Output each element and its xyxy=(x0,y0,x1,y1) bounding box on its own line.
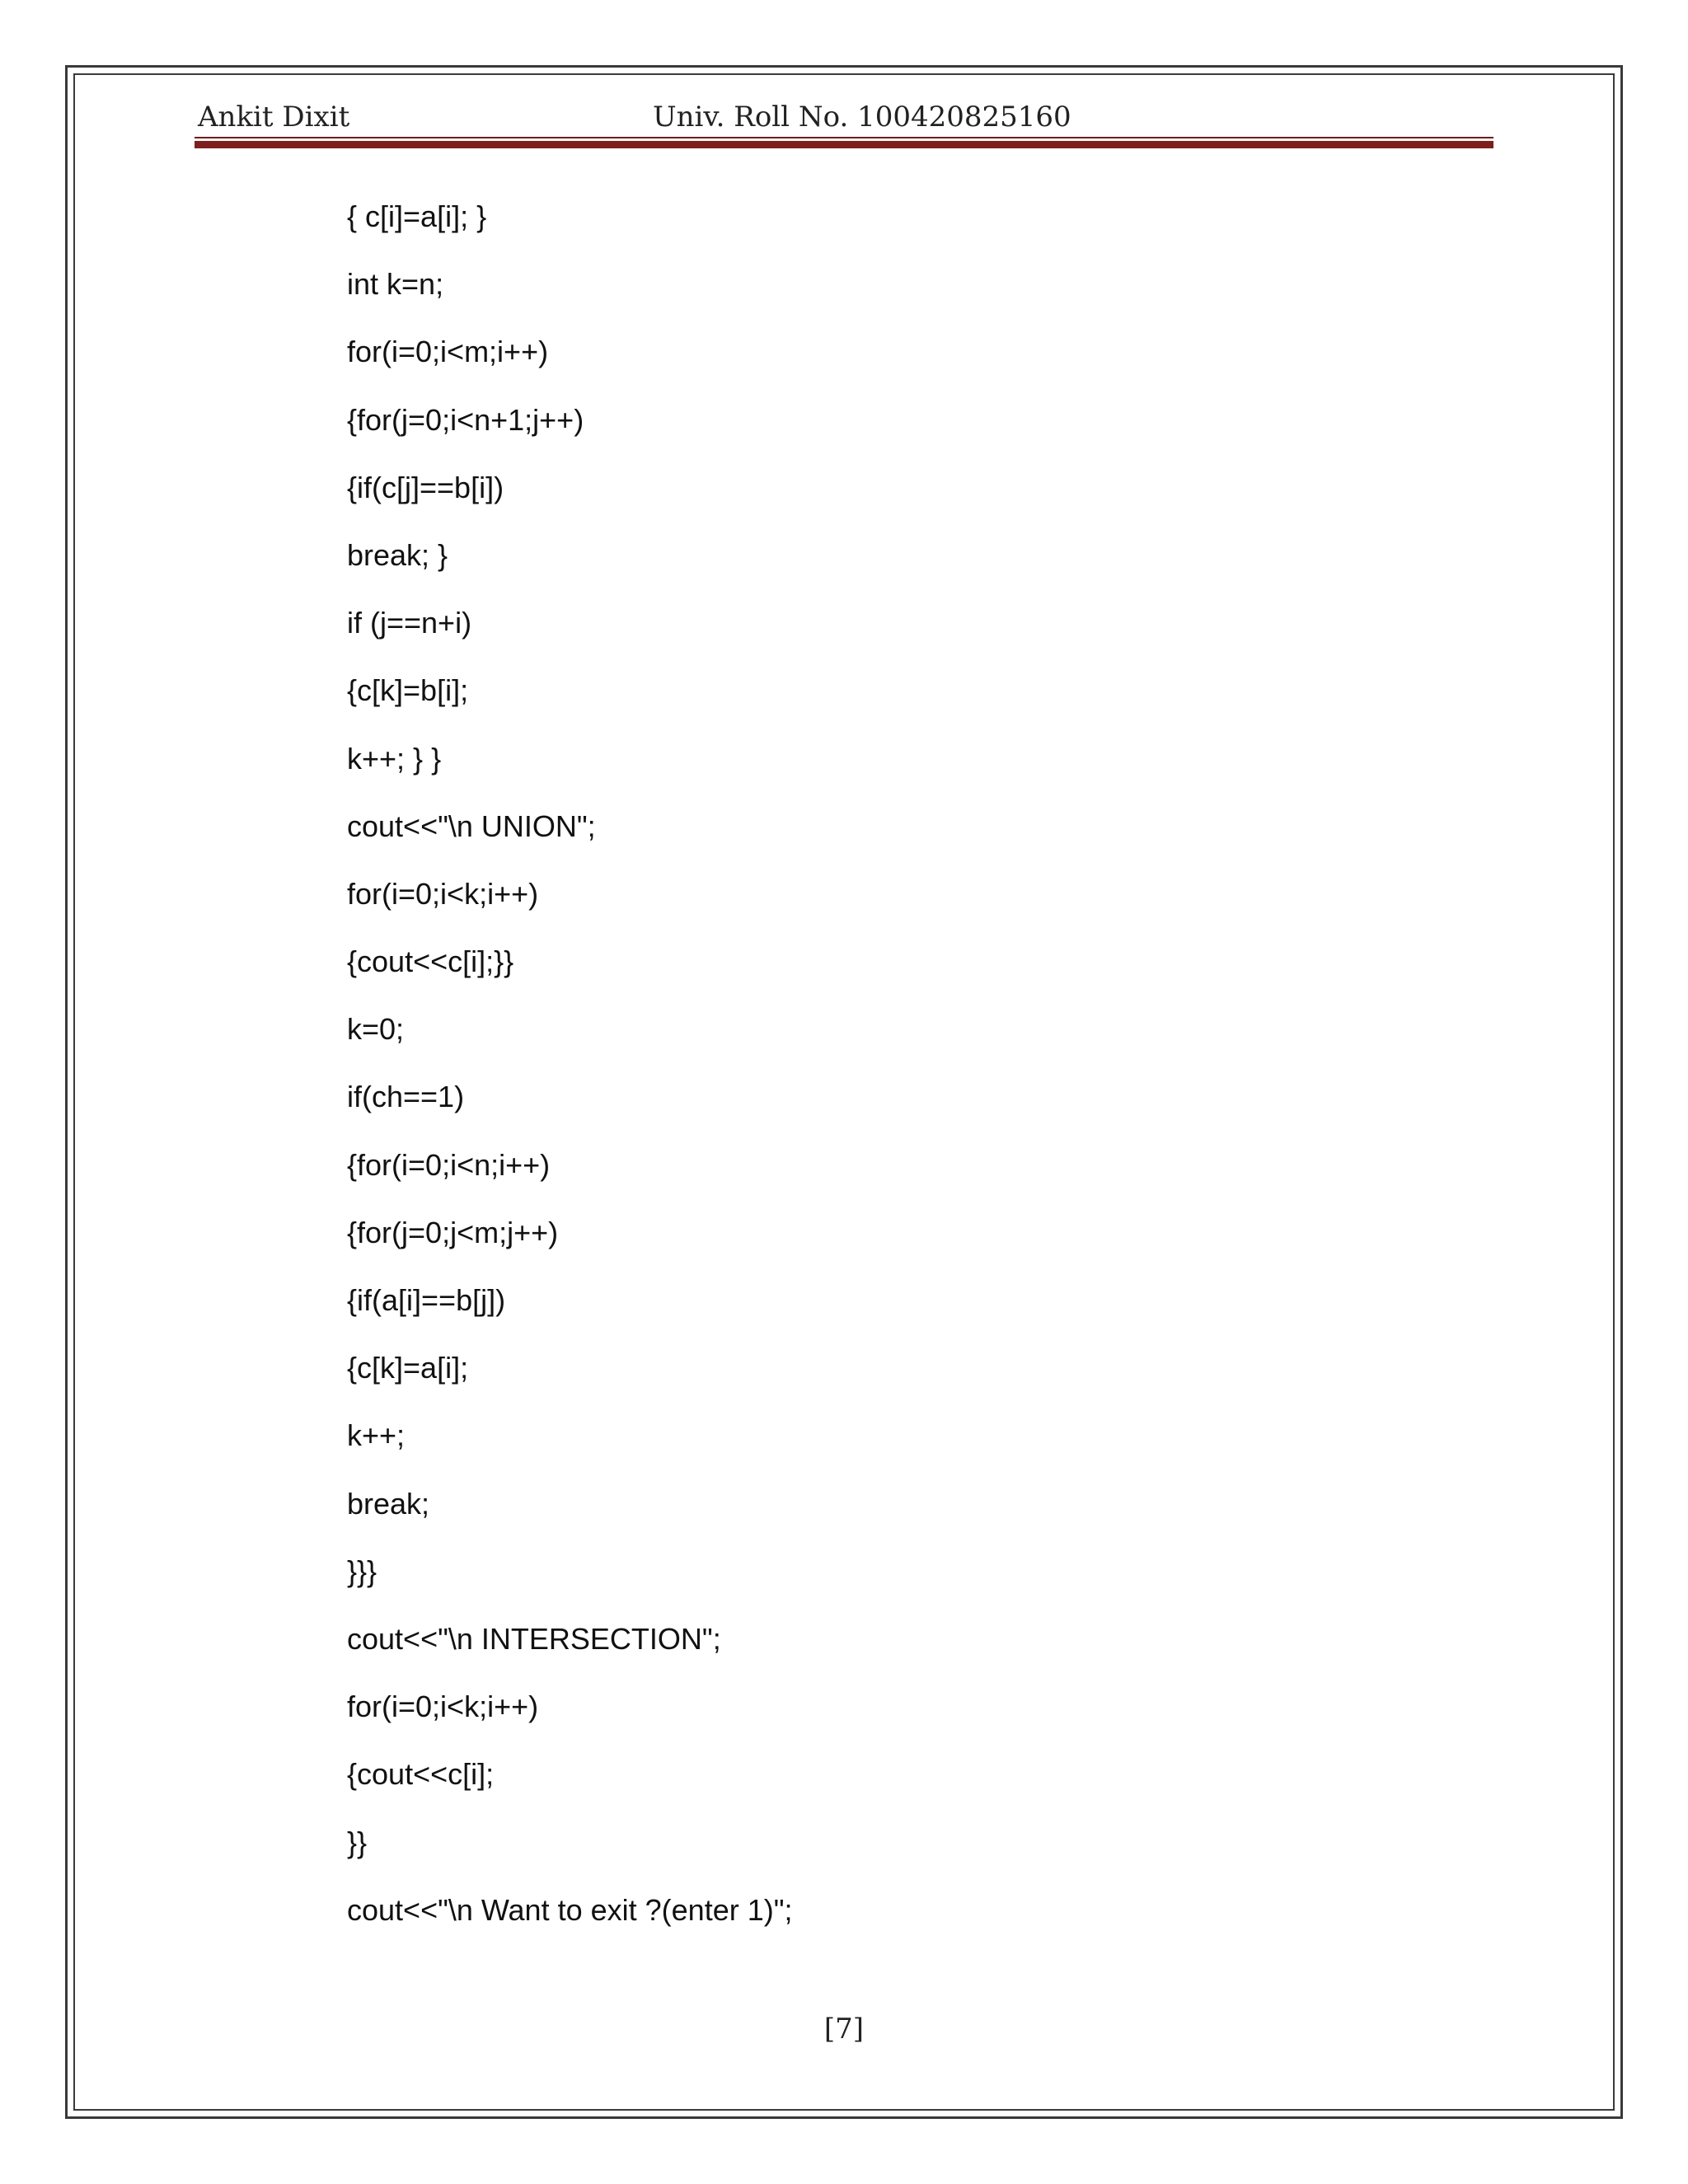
code-line: break; } xyxy=(347,537,448,572)
code-line: int k=n; xyxy=(347,267,444,302)
code-line: cout<<"\n UNION"; xyxy=(347,808,596,843)
code-line: {cout<<c[i]; xyxy=(347,1757,495,1792)
code-line: {c[k]=a[i]; xyxy=(347,1351,469,1385)
code-line: {for(j=0;j<m;j++) xyxy=(347,1215,559,1249)
code-line: }} xyxy=(347,1825,368,1859)
code-line: cout<<"\n INTERSECTION"; xyxy=(347,1621,721,1656)
code-line: {c[k]=b[i]; xyxy=(347,673,469,708)
code-line: break; xyxy=(347,1486,430,1521)
page-border-inner xyxy=(73,73,1615,2111)
code-line: { c[i]=a[i]; } xyxy=(347,199,487,233)
code-line: {if(c[j]==b[i]) xyxy=(347,470,504,504)
header-author-name: Ankit Dixit xyxy=(198,101,350,134)
page-number: [7] xyxy=(823,2013,865,2046)
code-line: cout<<"\n Want to exit ?(enter 1)"; xyxy=(347,1892,793,1927)
code-line: k=0; xyxy=(347,1012,405,1047)
code-line: {for(i=0;i<n;i++) xyxy=(347,1147,551,1182)
header-rule-thick xyxy=(195,141,1493,148)
code-line: {if(a[i]==b[j]) xyxy=(347,1283,506,1317)
code-line: k++; xyxy=(347,1418,406,1453)
header-roll-number: Univ. Roll No. 100420825160 xyxy=(653,101,1071,134)
code-line: {for(j=0;i<n+1;j++) xyxy=(347,402,584,437)
header-rule-thin xyxy=(195,137,1493,138)
code-line: if(ch==1) xyxy=(347,1080,465,1114)
code-line: if (j==n+i) xyxy=(347,606,472,640)
code-line: {cout<<c[i];}} xyxy=(347,944,514,979)
code-line: k++; } } xyxy=(347,741,442,776)
code-listing xyxy=(347,196,793,1957)
code-line: }}} xyxy=(347,1554,377,1588)
code-line: for(i=0;i<k;i++) xyxy=(347,876,539,911)
code-line: for(i=0;i<m;i++) xyxy=(347,335,549,369)
code-line: for(i=0;i<k;i++) xyxy=(347,1690,539,1724)
